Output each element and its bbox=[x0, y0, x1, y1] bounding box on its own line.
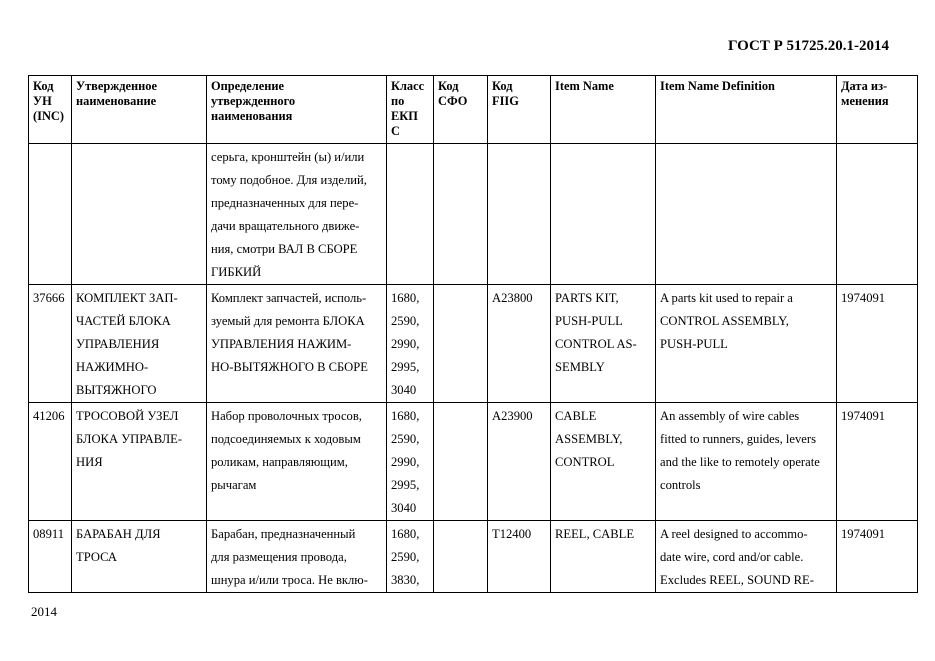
item-definition-cell bbox=[656, 403, 837, 521]
cell-line: Комплект запчастей, исполь- bbox=[211, 291, 367, 305]
cell-line: 2995, bbox=[391, 360, 420, 374]
cell-line: ТРОСОВОЙ УЗЕЛ bbox=[76, 409, 179, 423]
cell-line: 1680, bbox=[391, 291, 420, 305]
approved-name-cell bbox=[72, 521, 207, 593]
column-header-change-date bbox=[837, 76, 918, 144]
column-header-line: Код bbox=[438, 79, 459, 93]
column-header-line: утвержденного bbox=[211, 94, 296, 108]
cell-line: УПРАВЛЕНИЯ bbox=[76, 337, 160, 351]
change-date-cell: 1974091 bbox=[837, 285, 918, 403]
cell-line: controls bbox=[660, 478, 701, 492]
cell-line: ASSEMBLY, bbox=[555, 432, 623, 446]
column-header-line: FIIG bbox=[492, 94, 519, 108]
column-header-line: по bbox=[391, 94, 405, 108]
cell-line: дачи вращательного движе- bbox=[211, 219, 360, 233]
item-name-cell bbox=[551, 144, 656, 285]
change-date-cell: 1974091 bbox=[837, 403, 918, 521]
cell-line: БАРАБАН ДЛЯ bbox=[76, 527, 161, 541]
cell-line: ния, смотри ВАЛ В СБОРЕ bbox=[211, 242, 358, 256]
cell-line: для размещения провода, bbox=[211, 550, 347, 564]
definition-cell bbox=[207, 521, 387, 593]
cell-line: A reel designed to accommo- bbox=[660, 527, 808, 541]
column-header-sfo bbox=[434, 76, 488, 144]
table-row bbox=[29, 144, 918, 285]
class-cell bbox=[387, 521, 434, 593]
column-header-line: УН bbox=[33, 94, 52, 108]
cell-line: PUSH-PULL bbox=[660, 337, 728, 351]
cell-line: CABLE bbox=[555, 409, 597, 423]
cell-line: НИЯ bbox=[76, 455, 103, 469]
cell-line: Excludes REEL, SOUND RE- bbox=[660, 573, 814, 587]
fiig-cell bbox=[488, 144, 551, 285]
column-header-line: Item Name Definition bbox=[660, 79, 775, 93]
table-row bbox=[29, 285, 918, 403]
cell-line: ТРОСА bbox=[76, 550, 117, 564]
column-header-line: Код bbox=[492, 79, 513, 93]
cell-line: зуемый для ремонта БЛОКА bbox=[211, 314, 365, 328]
definition-cell bbox=[207, 285, 387, 403]
cell-line: 1680, bbox=[391, 527, 420, 541]
cell-line: 2990, bbox=[391, 337, 420, 351]
column-header-line: С bbox=[391, 124, 400, 138]
cell-line: рычагам bbox=[211, 478, 257, 492]
approved-name-cell bbox=[72, 403, 207, 521]
cell-line: УПРАВЛЕНИЯ НАЖИМ- bbox=[211, 337, 352, 351]
cell-line: ВЫТЯЖНОГО bbox=[76, 383, 157, 397]
column-header-item-name bbox=[551, 76, 656, 144]
cell-line: 2990, bbox=[391, 455, 420, 469]
cell-line: date wire, cord and/or cable. bbox=[660, 550, 804, 564]
cell-line: Барабан, предназначенный bbox=[211, 527, 356, 541]
cell-line: серьга, кронштейн (ы) и/или bbox=[211, 150, 365, 164]
item-name-cell bbox=[551, 521, 656, 593]
column-header-line: Дата из- bbox=[841, 79, 888, 93]
column-header-line: СФО bbox=[438, 94, 468, 108]
table-row bbox=[29, 521, 918, 593]
cell-line: НО-ВЫТЯЖНОГО В СБОРЕ bbox=[211, 360, 368, 374]
cell-line: ЧАСТЕЙ БЛОКА bbox=[76, 314, 171, 328]
class-cell bbox=[387, 144, 434, 285]
cell-line: НАЖИМНО- bbox=[76, 360, 149, 374]
column-header-line: (INC) bbox=[33, 109, 64, 123]
fiig-cell: T12400 bbox=[488, 521, 551, 593]
column-header-line: наименования bbox=[211, 109, 293, 123]
column-header-fiig bbox=[488, 76, 551, 144]
sfo-cell bbox=[434, 285, 488, 403]
sfo-cell bbox=[434, 144, 488, 285]
fiig-cell: A23900 bbox=[488, 403, 551, 521]
cell-line: A parts kit used to repair a bbox=[660, 291, 793, 305]
approved-name-cell bbox=[72, 285, 207, 403]
class-cell bbox=[387, 403, 434, 521]
inc-cell: 08911 bbox=[29, 521, 72, 593]
column-header-inc bbox=[29, 76, 72, 144]
cell-line: предназначенных для пере- bbox=[211, 196, 359, 210]
cell-line: REEL, CABLE bbox=[555, 527, 635, 541]
cell-line: 3040 bbox=[391, 383, 417, 397]
cell-line: КОМПЛЕКТ ЗАП- bbox=[76, 291, 178, 305]
inc-cell: 37666 bbox=[29, 285, 72, 403]
table-header-row bbox=[29, 76, 918, 144]
column-header-line: Item Name bbox=[555, 79, 614, 93]
cell-line: CONTROL ASSEMBLY, bbox=[660, 314, 789, 328]
column-header-line: Класс bbox=[391, 79, 425, 93]
column-header-line: наименование bbox=[76, 94, 157, 108]
cell-line: and the like to remotely operate bbox=[660, 455, 820, 469]
column-header-line: Код bbox=[33, 79, 54, 93]
class-cell bbox=[387, 285, 434, 403]
item-name-cell bbox=[551, 403, 656, 521]
cell-line: ГИБКИЙ bbox=[211, 265, 262, 279]
change-date-cell: 1974091 bbox=[837, 521, 918, 593]
item-name-cell bbox=[551, 285, 656, 403]
cell-line: подсоединяемых к ходовым bbox=[211, 432, 361, 446]
cell-line: 2995, bbox=[391, 478, 420, 492]
change-date-cell bbox=[837, 144, 918, 285]
cell-line: CONTROL AS- bbox=[555, 337, 637, 351]
cell-line: 3830, bbox=[391, 573, 420, 587]
cell-line: 2590, bbox=[391, 550, 420, 564]
cell-line: 3040 bbox=[391, 501, 417, 515]
cell-line: 1680, bbox=[391, 409, 420, 423]
cell-line: CONTROL bbox=[555, 455, 615, 469]
cell-line: 2590, bbox=[391, 314, 420, 328]
cell-line: шнура и/или троса. Не вклю- bbox=[211, 573, 368, 587]
cell-line: PARTS KIT, bbox=[555, 291, 619, 305]
approved-name-cell bbox=[72, 144, 207, 285]
column-header-definition bbox=[207, 76, 387, 144]
item-definition-cell bbox=[656, 285, 837, 403]
column-header-approved-name bbox=[72, 76, 207, 144]
cell-line: 2590, bbox=[391, 432, 420, 446]
sfo-cell bbox=[434, 521, 488, 593]
column-header-line: менения bbox=[841, 94, 889, 108]
column-header-line: Утвержденное bbox=[76, 79, 157, 93]
table-row bbox=[29, 403, 918, 521]
fiig-cell: A23800 bbox=[488, 285, 551, 403]
cell-line: тому подобное. Для изделий, bbox=[211, 173, 367, 187]
sfo-cell bbox=[434, 403, 488, 521]
cell-line: fitted to runners, guides, levers bbox=[660, 432, 816, 446]
cell-line: роликам, направляющим, bbox=[211, 455, 348, 469]
definition-cell bbox=[207, 144, 387, 285]
item-definition-cell bbox=[656, 144, 837, 285]
page-number: 2014 bbox=[31, 604, 57, 619]
definition-cell bbox=[207, 403, 387, 521]
cell-line: SEMBLY bbox=[555, 360, 605, 374]
item-definition-cell bbox=[656, 521, 837, 593]
inc-cell: 41206 bbox=[29, 403, 72, 521]
document-standard-id: ГОСТ Р 51725.20.1-2014 bbox=[727, 38, 889, 54]
inc-cell bbox=[29, 144, 72, 285]
column-header-item-name-definition bbox=[656, 76, 837, 144]
column-header-class bbox=[387, 76, 434, 144]
column-header-line: ЕКП bbox=[391, 109, 418, 123]
cell-line: PUSH-PULL bbox=[555, 314, 623, 328]
cell-line: БЛОКА УПРАВЛЕ- bbox=[76, 432, 183, 446]
cell-line: An assembly of wire cables bbox=[660, 409, 800, 423]
classification-table bbox=[28, 75, 918, 593]
column-header-line: Определение bbox=[211, 79, 285, 93]
cell-line: Набор проволочных тросов, bbox=[211, 409, 362, 423]
